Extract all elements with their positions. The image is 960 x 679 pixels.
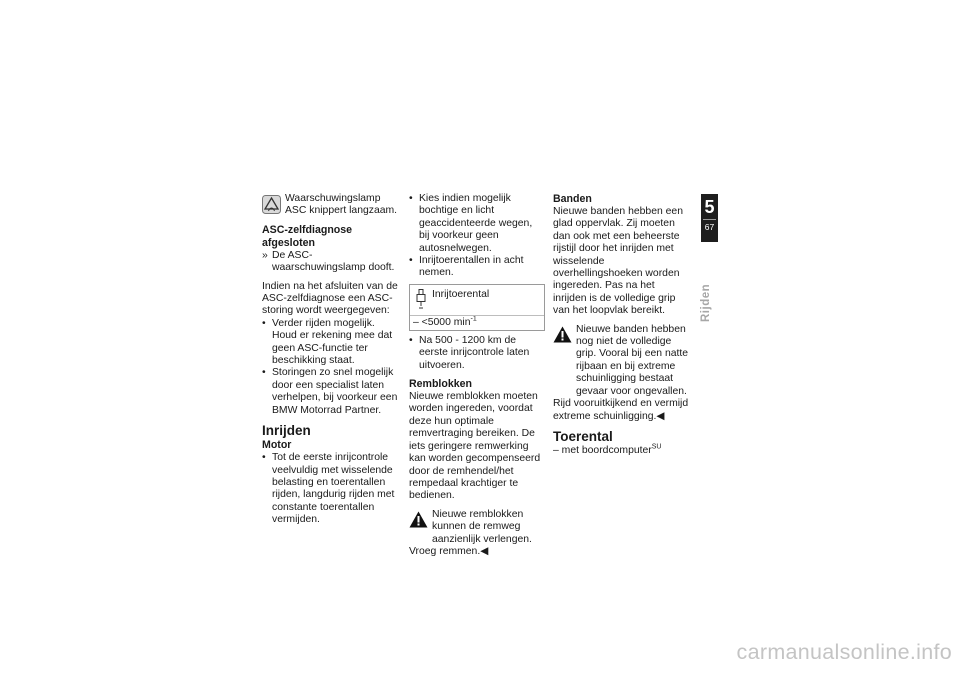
banden-heading: Banden: [553, 193, 592, 205]
list-item: • Verder rijden mogelijk. Houd er rekening mee dat geen ASC-functie ter beschikking staat.: [262, 318, 400, 368]
page-number: 67: [704, 222, 715, 232]
remblokken-warning-text: Nieuwe remblokken kunnen de remweg aanzienlijk verlengen.: [432, 508, 532, 545]
list-item: • Na 500 - 1200 km de eerste inrijcontrole laten uitvoeren.: [409, 335, 545, 372]
banden-warning-action: Rijd vooruitkijkend en vermijd extreme schuinligging.◀: [553, 398, 689, 422]
column-2: [409, 193, 545, 558]
asc-warning-lamp-icon: [262, 195, 281, 214]
asc-lamp-row: [262, 193, 400, 218]
list-item: • Tot de eerste inrijcontrole veelvuldig met wisselende belasting en toerentallen rijden, langdurig rijden met constante toerentallen vermijden.: [262, 452, 400, 526]
section-title: Inrijden: [262, 423, 311, 439]
asc-result: » De ASC-waarschuwingslamp dooft.: [262, 250, 400, 275]
list-item: • Storingen zo snel mogelijk door een specialist laten verhelpen, bij voorkeur een BMW Motorrad Partner.: [262, 367, 400, 417]
column-1: [262, 193, 400, 527]
list-item: • Inrijtoerentallen in acht nemen.: [409, 255, 545, 280]
warning-triangle-icon: [409, 511, 428, 528]
motor-heading: Motor: [262, 439, 292, 452]
toerental-heading: Toerental: [553, 428, 613, 444]
chapter-tab-divider: [703, 219, 716, 220]
remblokken-text: Nieuwe remblokken moeten worden ingereden, voordat deze hun optimale remvertraging bereiken. De iets geringere remwerking kan worden gecompenseerd door de remhendel/het rempedaal krachtiger te bedienen.: [409, 391, 541, 502]
banden-text: Nieuwe banden hebben een glad oppervlak. Zij moeten dan ook met een beheerste rijstijl door het inrijden met wisselende overhellingshoeken worden ingereden. Pas na het inrijden is de volledige grip van het loopvlak bereikt.: [553, 206, 683, 317]
column-3: [553, 193, 691, 457]
chapter-tab: [701, 194, 718, 242]
asc-heading: ASC-zelfdiagnose afgesloten: [262, 223, 353, 249]
toerental-text-main: – met boordcomputer: [553, 444, 652, 456]
toerental-text: [553, 445, 691, 457]
watermark: carmanualsonline.info: [736, 640, 952, 664]
rpm-spec-label: Inrijtoerental: [432, 288, 490, 300]
toerental-superscript: SU: [651, 443, 662, 451]
remblokken-warning-action: Vroeg remmen.◀: [409, 545, 489, 557]
rpm-spec-box: [409, 284, 545, 331]
banden-warning: [553, 324, 691, 398]
banden-warning-text: Nieuwe banden hebben nog niet de volledige grip. Vooral bij een natte rijbaan en bij extreme schuinligging bestaat gevaar voor ongevallen.: [576, 323, 689, 397]
rpm-spec-value-text: – <5000 min: [413, 316, 471, 328]
asc-lamp-text: Waarschuwingslamp ASC knippert langzaam.: [285, 193, 398, 217]
warning-triangle-icon: [553, 326, 572, 343]
list-item: • Kies indien mogelijk bochtige en licht geaccidenteerde wegen, bij voorkeur geen autosnelwegen.: [409, 193, 545, 255]
asc-intro-text: Indien na het afsluiten van de ASC-zelfdiagnose een ASC-storing wordt weergegeven:: [262, 280, 398, 317]
rpm-spec-value: [410, 316, 544, 330]
remblokken-heading: Remblokken: [409, 378, 472, 391]
spark-plug-icon: [415, 289, 427, 309]
chapter-number: 5: [704, 197, 715, 217]
rpm-spec-header: [410, 285, 544, 316]
rpm-spec-value-unit-exponent: -1: [470, 315, 477, 323]
chapter-title: Rijden: [700, 283, 712, 322]
remblokken-warning: [409, 509, 545, 546]
